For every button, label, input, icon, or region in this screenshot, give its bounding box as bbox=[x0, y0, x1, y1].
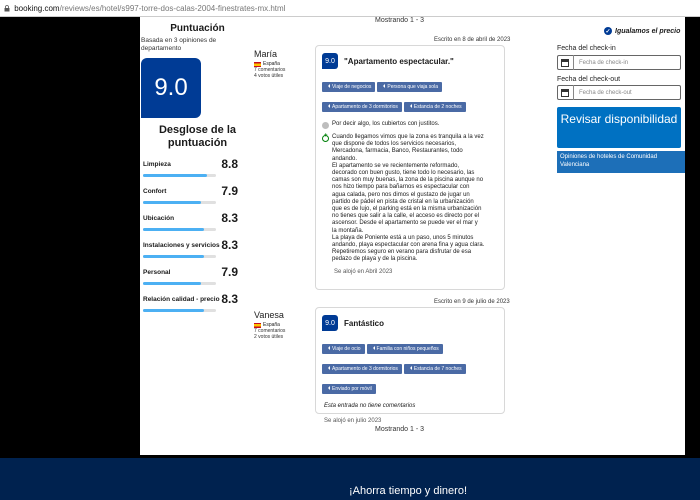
category-bar bbox=[143, 309, 216, 312]
traveler-tag: Viaje de negocios bbox=[322, 82, 375, 92]
field-divider bbox=[573, 85, 574, 100]
traveler-tag: Familia con niños pequeños bbox=[367, 344, 443, 354]
category-score: 8.8 bbox=[221, 157, 238, 171]
traveler-tag: Apartamento de 3 dormitorios bbox=[322, 364, 402, 374]
score-panel bbox=[140, 17, 255, 312]
category-label: Instalaciones y servicios bbox=[143, 242, 220, 249]
overall-score-badge: 9.0 bbox=[141, 58, 201, 118]
category-bar bbox=[143, 228, 216, 231]
country-name: España bbox=[263, 322, 280, 328]
score-basis: Basada en 3 opiniones de departamento bbox=[141, 37, 217, 52]
review-stay-date: Se alojó en julio 2023 bbox=[324, 418, 382, 424]
checkout-placeholder: Fecha de check-out bbox=[579, 89, 632, 96]
positive-text bbox=[332, 134, 484, 264]
address-bar[interactable] bbox=[0, 0, 700, 17]
category-score: 8.3 bbox=[221, 292, 238, 306]
positive-line: la montaña. bbox=[332, 227, 364, 234]
category-bar-fill bbox=[143, 282, 201, 285]
breakdown-title: Desglose de la puntuación bbox=[158, 124, 237, 149]
category-bar bbox=[143, 174, 216, 177]
checkin-date-field[interactable] bbox=[557, 55, 681, 70]
category-score: 7.9 bbox=[221, 265, 238, 279]
category-bar bbox=[143, 201, 216, 204]
category-row bbox=[140, 294, 255, 312]
traveler-tag: Persona que viaja sola bbox=[377, 82, 442, 92]
review-card bbox=[315, 307, 505, 424]
category-bar bbox=[143, 282, 216, 285]
footer-banner bbox=[0, 458, 700, 500]
reviewer-comments-count: 7 comentarios bbox=[254, 67, 286, 73]
category-label: Relación calidad - precio bbox=[143, 296, 220, 303]
review-negative bbox=[316, 121, 504, 129]
category-score: 8.3 bbox=[221, 238, 238, 252]
reviewer-votes: 2 votos útiles bbox=[254, 334, 284, 340]
traveler-tag: Viaje de ocio bbox=[322, 344, 365, 354]
reviewer-comments-count: 7 comentarios bbox=[254, 328, 286, 334]
category-bar-fill bbox=[143, 309, 204, 312]
price-match-text: Igualamos el precio bbox=[615, 27, 681, 35]
reviewer-votes: 4 votos útiles bbox=[254, 73, 284, 79]
positive-line: andando, playa espectacular con arena fina y agua clara. bbox=[332, 242, 485, 249]
review-positive bbox=[316, 134, 504, 264]
traveler-tag: Enviado por móvil bbox=[322, 384, 376, 394]
footer-slogan: ¡Ahorra tiempo y dinero! bbox=[349, 485, 467, 497]
category-label: Personal bbox=[143, 269, 171, 276]
no-comment-note: Esta entrada no tiene comentarios bbox=[324, 403, 416, 409]
category-row bbox=[140, 267, 255, 285]
positive-line: camas son muy buenas, la zona de la piscina aunque no bbox=[332, 177, 484, 184]
url-host: booking.com bbox=[14, 4, 60, 13]
checkin-placeholder: Fecha de check-in bbox=[579, 59, 629, 66]
positive-line: El apartamento se ve recientemente reformado, bbox=[332, 162, 460, 169]
category-row bbox=[140, 213, 255, 231]
review-tags bbox=[316, 331, 504, 397]
neutral-face-icon bbox=[322, 122, 329, 129]
category-bar-fill bbox=[143, 255, 204, 258]
pagination-top: Mostrando 1 - 3 bbox=[375, 17, 425, 24]
review-score-badge: 9.0 bbox=[322, 53, 338, 69]
category-bar bbox=[143, 255, 216, 258]
positive-line: La playa de Poniente está a un paso, unos 5 minutos bbox=[332, 234, 474, 241]
review-date: Escrito en 9 de julio de 2023 bbox=[434, 299, 510, 305]
country-name: España bbox=[263, 61, 280, 67]
review-stay-date: Se alojó en Abril 2023 bbox=[334, 268, 393, 275]
positive-line: andando. bbox=[332, 155, 358, 162]
review-header bbox=[316, 46, 504, 69]
positive-line: decorado con buen gusto, tiene todo lo necesario, las bbox=[332, 170, 475, 177]
positive-line: no tienes que salir a la calle, el acceso es directo por el bbox=[332, 213, 480, 220]
positive-line: pedazo de playa y de la piscina. bbox=[332, 256, 418, 263]
reviewer-name[interactable]: Vanesa bbox=[254, 310, 284, 320]
category-bar-fill bbox=[143, 201, 201, 204]
price-match-badge bbox=[604, 27, 680, 35]
calendar-icon bbox=[561, 89, 569, 97]
positive-line: ascensor. Desde el apartamento se puede ver el mar y bbox=[332, 220, 478, 227]
review-card bbox=[315, 45, 505, 290]
review-title: "Apartamento espectacular." bbox=[344, 56, 454, 66]
checkout-label: Fecha del check-out bbox=[557, 76, 621, 83]
review-score-badge: 9.0 bbox=[322, 315, 338, 331]
positive-line: partido de pádel en pista de cristal en la urbanización bbox=[332, 198, 474, 205]
positive-line: que dispone de todos los servicios necesarios, bbox=[332, 141, 457, 148]
positive-line: agua calada, pero nos dimos el gustazo de jugar un bbox=[332, 191, 470, 198]
category-bar-fill bbox=[143, 174, 207, 177]
check-availability-button[interactable]: Revisar disponibilidad bbox=[557, 107, 681, 148]
review-header bbox=[316, 308, 504, 331]
reviewer-info bbox=[254, 310, 285, 340]
positive-line: Repetiremos seguro en verano para disfrutar de esa bbox=[332, 249, 472, 256]
plus-icon bbox=[322, 135, 329, 142]
category-score: 7.9 bbox=[221, 184, 238, 198]
score-title: Puntuación bbox=[170, 23, 225, 34]
review-tags bbox=[316, 69, 504, 115]
traveler-tag: Estancia de 2 noches bbox=[404, 102, 466, 112]
category-bar-fill bbox=[143, 228, 204, 231]
reviewer-name[interactable]: María bbox=[254, 49, 278, 59]
negative-text: Por decir algo, los cubiertos con justitos. bbox=[332, 121, 440, 127]
category-label: Confort bbox=[143, 188, 167, 195]
category-row bbox=[140, 186, 255, 204]
traveler-tag: Estancia de 7 noches bbox=[404, 364, 466, 374]
region-reviews-link[interactable]: Opiniones de hoteles de Comunidad Valenciana bbox=[557, 151, 685, 173]
positive-line: que es de lujo, el parking está en la misma urbanización bbox=[332, 206, 482, 213]
category-label: Limpieza bbox=[143, 161, 171, 168]
lock-icon bbox=[4, 5, 10, 12]
checkin-label: Fecha del check-in bbox=[557, 45, 616, 52]
category-list bbox=[140, 159, 255, 312]
reviewer-info bbox=[254, 49, 285, 79]
category-row bbox=[140, 240, 255, 258]
check-icon: ✓ bbox=[605, 28, 611, 35]
category-row bbox=[140, 159, 255, 177]
url-path: /reviews/es/hotel/s997-torre-dos-calas-2004-finestrates-mx.html bbox=[59, 4, 286, 13]
calendar-icon bbox=[561, 59, 569, 67]
checkout-date-field[interactable] bbox=[557, 85, 681, 100]
positive-line: Mercadona, farmacia, Banco, Restaurantes, todo bbox=[332, 148, 463, 155]
pagination-bottom: Mostrando 1 - 3 bbox=[375, 426, 425, 433]
traveler-tag: Apartamento de 3 dormitorios bbox=[322, 102, 402, 112]
positive-line: Cuando llegamos vimos que la zona es tranquila a la vez bbox=[332, 134, 484, 140]
category-score: 8.3 bbox=[221, 211, 238, 225]
category-label: Ubicación bbox=[143, 215, 175, 222]
positive-line: nos hizo tiempo para bañarnos es espectacular con bbox=[332, 184, 470, 191]
spain-flag-icon bbox=[254, 62, 261, 67]
field-divider bbox=[573, 55, 574, 70]
review-title: Fantástico bbox=[344, 318, 385, 328]
review-date: Escrito en 8 de abril de 2023 bbox=[434, 37, 511, 43]
spain-flag-icon bbox=[254, 323, 261, 328]
